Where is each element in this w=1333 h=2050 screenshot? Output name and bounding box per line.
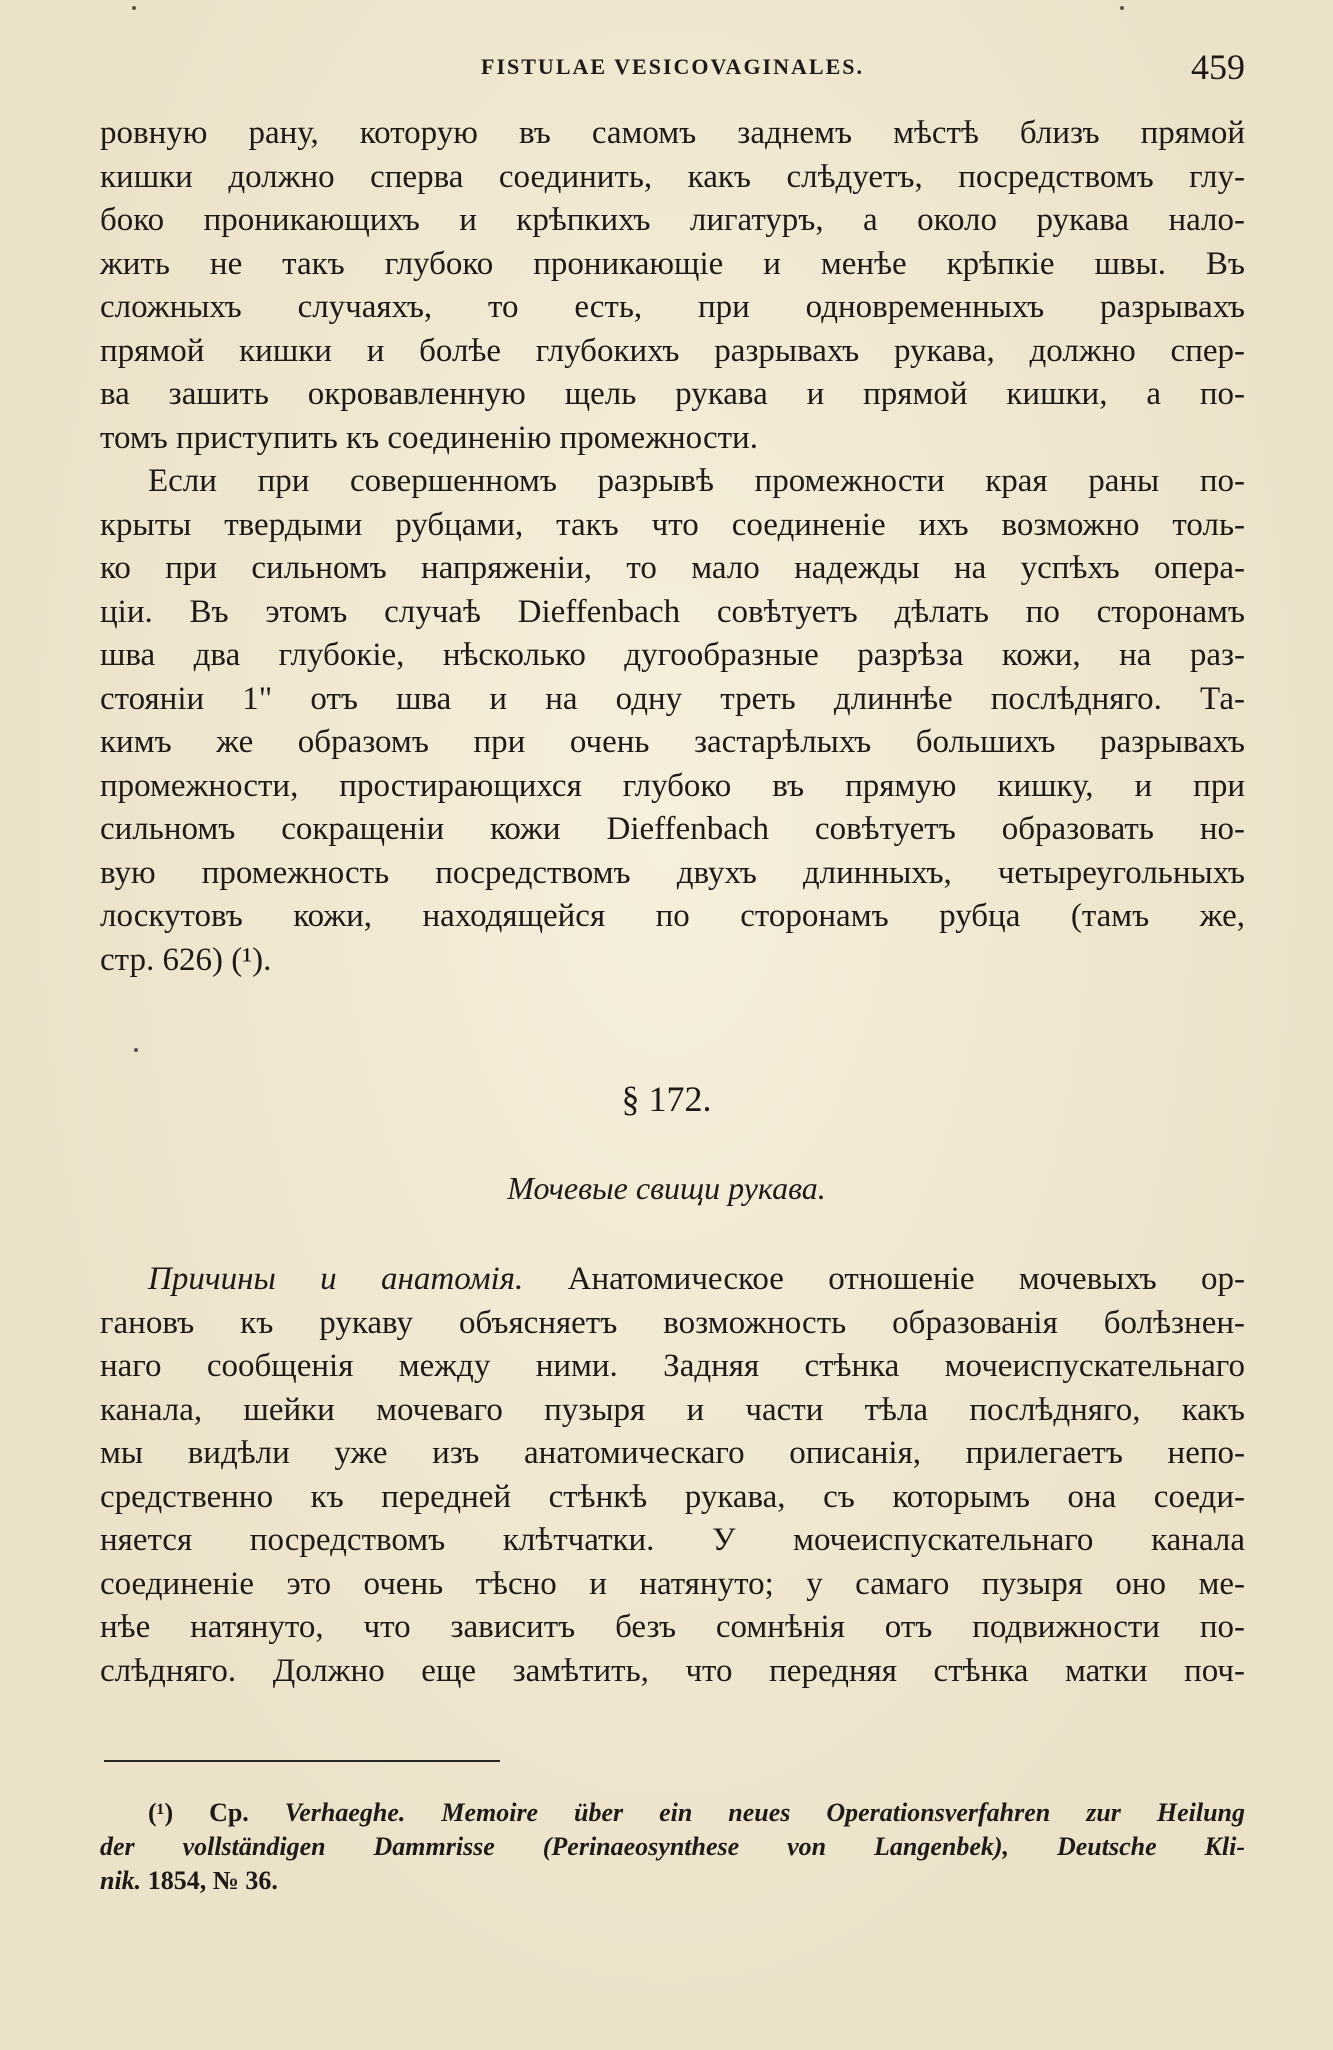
text-line: жить не такъ глубоко проникающіе и менѣе крѣпкіе швы. Въ — [100, 245, 1245, 282]
text-line: няется посредствомъ клѣтчатки. У мочеиспускательнаго канала — [100, 1522, 1245, 1558]
text-line: стояніи 1" отъ шва и на одну треть длиннѣе послѣдняго. Та- — [100, 680, 1245, 717]
text-line: боко проникающихъ и крѣпкихъ лигатуръ, а около рукава нало- — [100, 202, 1245, 238]
text-line: Если при совершенномъ разрывѣ промежности края раны по- — [148, 463, 1245, 499]
text-line: нѣе натянуто, что зависитъ безъ сомнѣнія отъ подвижности по- — [100, 1609, 1245, 1645]
footnote-line — [100, 1864, 1245, 1898]
text-line — [100, 1258, 1245, 1302]
text-line: ва зашить окровавленную щель рукава и прямой кишки, а по- — [100, 376, 1245, 412]
paper-speck — [132, 6, 136, 10]
footnote-divider — [104, 1760, 500, 1762]
text-line: кимъ же образомъ при очень застарѣлыхъ большихъ разрывахъ — [100, 724, 1245, 760]
text-line: слѣдняго. Должно еще замѣтить, что передняя стѣнка матки поч- — [100, 1652, 1245, 1689]
text-line: прямой кишки и болѣе глубокихъ разрывахъ рукава, должно спер- — [100, 332, 1245, 369]
text-line: сильномъ сокращеніи кожи Dieffenbach совѣтуетъ образовать но- — [100, 811, 1245, 847]
footnote-marker: (¹) Cp. — [148, 1798, 249, 1827]
text-line: томъ приступить къ соединенію промежности. — [100, 419, 758, 456]
text-line: вую промежность посредствомъ двухъ длинныхъ, четыреугольныхъ — [100, 854, 1245, 891]
section-number: § 172. — [621, 1079, 712, 1119]
footnote-line — [100, 1796, 1245, 1830]
text-line: крыты твердыми рубцами, такъ что соединеніе ихъ возможно толь- — [100, 506, 1245, 543]
paper-speck — [1120, 6, 1124, 10]
body-text-bottom — [100, 1258, 1245, 1693]
text-line: сложныхъ случаяхъ, то есть, при одновременныхъ разрывахъ — [100, 289, 1245, 325]
text-line: ко при сильномъ напряженіи, то мало надежды на успѣхъ опера- — [100, 550, 1245, 586]
footnote-citation: nik. — [100, 1866, 142, 1895]
body-text-top — [100, 112, 1245, 982]
text-line: промежности, простирающихся глубоко въ прямую кишку, и при — [100, 767, 1245, 804]
footnote-line: der vollständigen Dammrisse (Perinaeosynthese von Langenbek), Deutsche Kli- — [100, 1832, 1245, 1861]
text-line: стр. 626) (¹). — [100, 941, 272, 978]
paper-speck — [134, 1048, 138, 1052]
text-line: наго сообщенія между ними. Задняя стѣнка мочеиспускательнаго — [100, 1348, 1245, 1384]
text-line: ціи. Въ этомъ случаѣ Dieffenbach совѣтуетъ дѣлать по сторонамъ — [100, 593, 1245, 630]
text-line: гановъ къ рукаву объясняетъ возможность образованія болѣзнен- — [100, 1304, 1245, 1341]
text-line: кишки должно сперва соединить, какъ слѣдуетъ, посредствомъ глу- — [100, 158, 1245, 195]
footnote-citation: Verhaeghe. Memoire über ein neues Operationsverfahren zur Heilung — [284, 1798, 1245, 1827]
text-line: лоскутовъ кожи, находящейся по сторонамъ рубца (тамъ же, — [100, 898, 1245, 934]
footnote — [100, 1796, 1245, 1898]
running-head — [100, 46, 1245, 86]
line-rest: Анатомическое отношеніе мочевыхъ ор- — [523, 1261, 1246, 1297]
footnote-text: 1854, № 36. — [141, 1866, 278, 1895]
text-line: ровную рану, которую въ самомъ заднемъ мѣстѣ близъ прямой — [100, 115, 1245, 151]
running-title: FISTULAE VESICOVAGINALES. — [481, 54, 864, 79]
text-line: соединеніе это очень тѣсно и натянуто; у самаго пузыря оно ме- — [100, 1565, 1245, 1602]
text-line: средственно къ передней стѣнкѣ рукава, съ которымъ она соеди- — [100, 1478, 1245, 1515]
text-line: мы видѣли уже изъ анатомическаго описанія, прилегаетъ непо- — [100, 1435, 1245, 1471]
paragraph-lead: Причины и анатомія. — [148, 1261, 524, 1297]
paragraph — [100, 112, 1245, 460]
page-number: 459 — [1191, 47, 1245, 87]
section-heading: Мочевые свищи рукава. — [507, 1170, 826, 1206]
text-line: шва два глубокіе, нѣсколько дугообразные разрѣза кожи, на раз- — [100, 637, 1245, 673]
paragraph — [100, 460, 1245, 982]
text-line: канала, шейки мочеваго пузыря и части тѣла послѣдняго, какъ — [100, 1391, 1245, 1428]
